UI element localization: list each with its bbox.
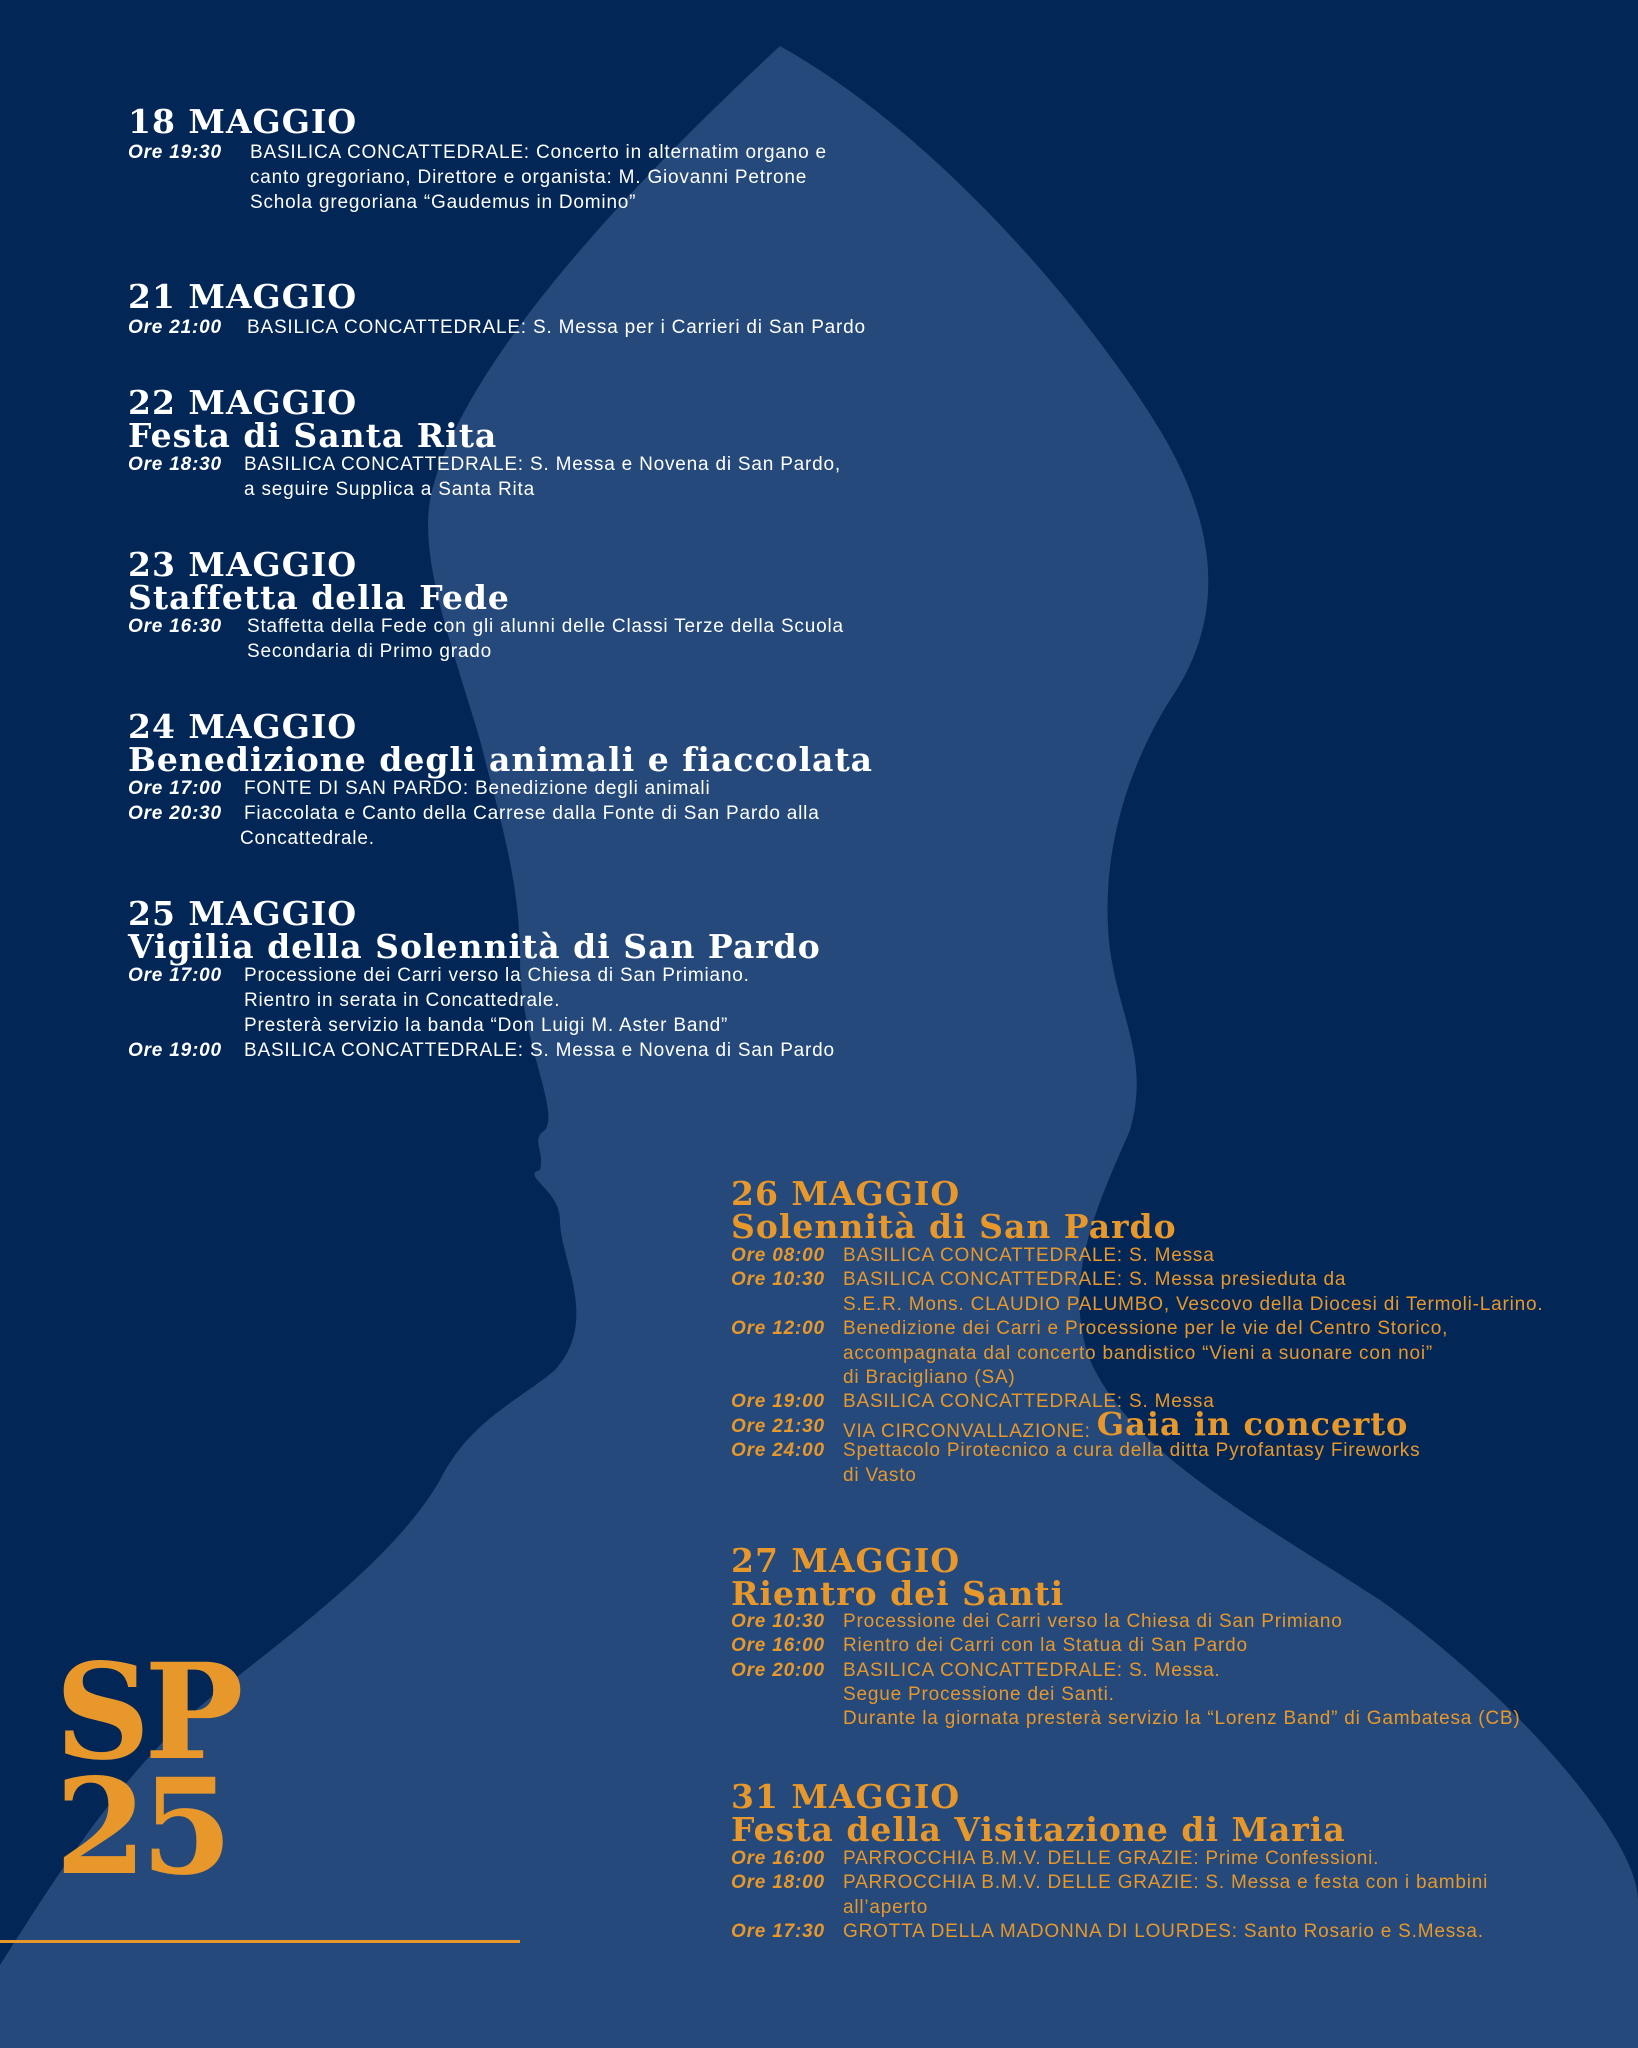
day-date: 22 MAGGIO [128,383,358,422]
day-title: Rientro dei Santi [731,1574,1065,1613]
event-text-body: S.E.R. Mons. CLAUDIO PALUMBO, Vescovo della Diocesi di Termoli-Larino. [843,1293,1544,1315]
accent-rule [0,1940,520,1943]
day-section [128,102,358,141]
event-line [731,1846,1600,1870]
event-line [731,1438,1600,1462]
event-text [244,963,750,988]
event-text [247,614,844,639]
event-text [843,1292,1543,1317]
event-time: Ore 18:30 [128,454,222,475]
day-date: 23 MAGGIO [128,545,358,584]
event-text [843,1658,1221,1683]
event-line [128,826,1600,851]
event-time: Ore 19:00 [128,1040,222,1061]
day-title: Festa della Visitazione di Maria [731,1810,1346,1849]
day-section [731,1541,1065,1613]
event-line [128,477,1600,502]
day-date: 27 MAGGIO [731,1541,961,1580]
day-section [128,545,510,617]
event-text-body: BASILICA CONCATTEDRALE: S. Messa. [843,1659,1221,1681]
event-time: Ore 16:00 [731,1848,825,1869]
event-line [731,1316,1600,1340]
event-line [731,1658,1600,1682]
event-text-body: Rientro dei Carri con la Statua di San Pardo [843,1635,1248,1657]
event-time: Ore 20:30 [128,803,222,824]
event-text-body: VIA CIRCONVALLAZIONE: [843,1420,1091,1442]
event-line [128,963,1600,988]
event-text-body: BASILICA CONCATTEDRALE: S. Messa e Novena di San Pardo, [244,454,841,475]
event-time: Ore 17:00 [128,965,222,986]
event-line [731,1243,1600,1267]
event-text-body: di Vasto [843,1464,917,1486]
day-date: 26 MAGGIO [731,1174,961,1213]
event-text-body: BASILICA CONCATTEDRALE: S. Messa [843,1391,1215,1413]
day-title: Benedizione degli animali e fiaccolata [128,740,874,779]
event-line [731,1609,1600,1633]
event-text-body: BASILICA CONCATTEDRALE: S. Messa e Novena di San Pardo [244,1040,835,1061]
event-time: Ore 16:00 [731,1635,825,1657]
event-text [843,1365,1016,1390]
event-text [250,140,827,165]
event-text [843,1243,1215,1268]
event-line [128,801,1600,826]
event-text [843,1895,928,1920]
event-text [843,1919,1484,1944]
day-section [731,1777,1346,1849]
event-text-body: PARROCCHIA B.M.V. DELLE GRAZIE: S. Messa e festa con i bambini [843,1872,1489,1894]
event-text-body: Spettacolo Pirotecnico a cura della ditta Pyrofantasy Fireworks [843,1440,1421,1462]
event-text-body: Concattedrale. [240,828,375,849]
event-text [244,477,535,502]
event-line [128,1013,1600,1038]
event-text [843,1633,1248,1658]
event-text-body: BASILICA CONCATTEDRALE: S. Messa per i Carrieri di San Pardo [247,317,866,338]
day-date: 18 MAGGIO [128,102,358,141]
event-text-body: Staffetta della Fede con gli alunni delle Classi Terze della Scuola [247,616,844,637]
event-time: Ore 12:00 [731,1318,825,1340]
event-text [244,801,820,826]
day-title: Vigilia della Solennità di San Pardo [128,927,821,966]
event-line [128,140,1600,165]
event-text-body: BASILICA CONCATTEDRALE: Concerto in alternatim organo e [250,142,827,163]
event-line [128,190,1600,215]
day-section [128,383,498,455]
event-line [128,614,1600,639]
event-text [843,1463,917,1488]
event-text [244,1013,728,1038]
event-line [731,1267,1600,1291]
event-line [731,1365,1600,1389]
event-line [128,452,1600,477]
event-text-body: GROTTA DELLA MADONNA DI LOURDES: Santo Rosario e S.Messa. [843,1920,1484,1942]
logo-line-2: 25 [55,1750,227,1905]
event-text [843,1682,1115,1707]
event-text [843,1341,1433,1366]
event-text [240,826,375,851]
event-line [731,1404,1600,1443]
event-line [128,639,1600,664]
event-text-body: Durante la giornata presterà servizio la “Lorenz Band” di Gambatesa (CB) [843,1708,1521,1730]
event-text [250,165,807,190]
day-section [128,707,874,779]
day-date: 24 MAGGIO [128,707,358,746]
event-text-body: PARROCCHIA B.M.V. DELLE GRAZIE: Prime Confessioni. [843,1848,1380,1869]
day-section [731,1174,1177,1246]
event-line [731,1633,1600,1657]
event-text-body: FONTE DI SAN PARDO: Benedizione degli animali [244,778,711,799]
event-text [244,452,841,477]
event-line [128,315,1600,340]
event-text-body: Schola gregoriana “Gaudemus in Domino” [250,192,637,213]
event-time: Ore 20:00 [731,1659,825,1681]
event-time: Ore 19:00 [731,1391,825,1413]
day-date: 31 MAGGIO [731,1777,961,1816]
event-text [244,988,560,1013]
event-time: Ore 18:00 [731,1872,825,1894]
event-text-body: all’aperto [843,1896,929,1918]
event-text-body: di Bracigliano (SA) [843,1367,1016,1388]
event-line [731,1706,1600,1730]
logo-line-1: SP [55,1635,238,1790]
event-text [843,1267,1346,1292]
event-line [128,776,1600,801]
event-line [731,1341,1600,1365]
day-section [128,894,821,966]
event-text [843,1438,1420,1463]
event-time: Ore 16:30 [128,616,222,637]
event-text [250,190,636,215]
day-section [128,277,358,316]
event-text-body: BASILICA CONCATTEDRALE: S. Messa presieduta da [843,1269,1347,1291]
event-time: Ore 21:00 [128,317,222,338]
event-line [731,1292,1600,1316]
day-title: Festa di Santa Rita [128,416,498,455]
event-line [731,1919,1600,1943]
event-text [247,639,492,664]
event-text-body: Processione dei Carri verso la Chiesa di San Primiano. [244,965,750,986]
event-text [843,1846,1379,1871]
event-line [731,1870,1600,1894]
event-text-body: Benedizione dei Carri e Processione per le vie del Centro Storico, [843,1318,1449,1340]
event-text-body: Fiaccolata e Canto della Carrese dalla Fonte di San Pardo alla [244,803,820,824]
sp25-logo [55,1635,238,1905]
day-title: Staffetta della Fede [128,578,510,617]
event-text [244,776,710,801]
event-time: Ore 08:00 [731,1245,825,1266]
event-text [843,1870,1488,1895]
event-text [244,1038,835,1063]
day-date: 25 MAGGIO [128,894,358,933]
event-line [731,1895,1600,1919]
event-time: Ore 24:00 [731,1440,825,1462]
event-text-body: Processione dei Carri verso la Chiesa di San Primiano [843,1611,1343,1632]
event-text-body: canto gregoriano, Direttore e organista: M. Giovanni Petrone [250,167,808,188]
event-text-body: Presterà servizio la banda “Don Luigi M. Aster Band” [244,1015,729,1036]
event-text-body: Segue Processione dei Santi. [843,1683,1115,1705]
day-date: 21 MAGGIO [128,277,358,316]
event-line [128,988,1600,1013]
event-text-body: Rientro in serata in Concattedrale. [244,990,561,1011]
event-line [731,1463,1600,1487]
event-text-body: BASILICA CONCATTEDRALE: S. Messa [843,1245,1215,1266]
event-line [731,1682,1600,1706]
event-time: Ore 10:30 [731,1269,825,1291]
event-text-body: a seguire Supplica a Santa Rita [244,479,535,500]
event-text [843,1316,1448,1341]
event-highlight: Gaia in concerto [1096,1404,1409,1443]
event-time: Ore 17:00 [128,778,222,799]
event-text-body: accompagnata dal concerto bandistico “Vieni a suonare con noi” [843,1342,1434,1364]
event-time: Ore 21:30 [731,1415,825,1437]
event-time: Ore 19:30 [128,142,222,163]
event-text-body: Secondaria di Primo grado [247,641,492,662]
event-line [128,1038,1600,1063]
event-time: Ore 10:30 [731,1611,825,1632]
event-time: Ore 17:30 [731,1920,825,1942]
day-title: Solennità di San Pardo [731,1207,1177,1246]
event-text [247,315,866,340]
event-text [843,1609,1343,1634]
event-line [128,165,1600,190]
event-text [843,1706,1521,1731]
